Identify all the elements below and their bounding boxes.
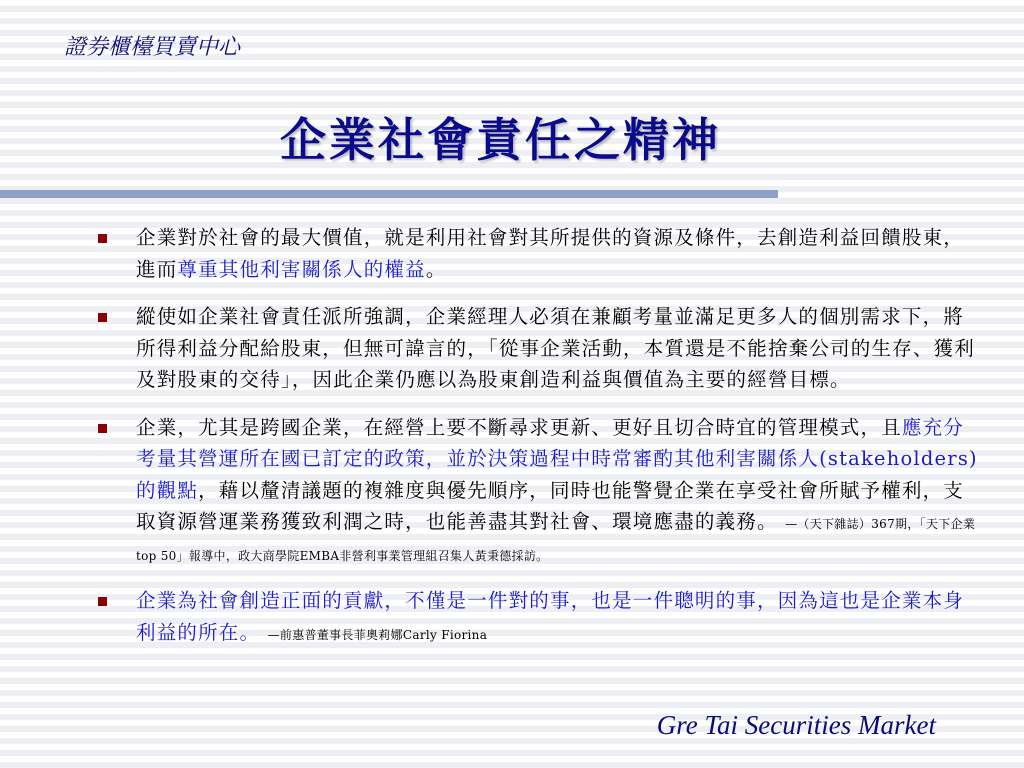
bullet-text: ，藉以釐清議題的複雜度與優先順序，同時也能警覺企業在享受社會所賦予權利，支取資源營運業務獲致利潤之時，也能善盡其對社會、環境應盡的義務。 bbox=[136, 478, 965, 533]
highlighted-text: 企業為社會創造正面的貢獻，不僅是一件對的事，也是一件聰明的事，因為這也是企業本身利益的所在。 bbox=[136, 589, 965, 644]
source-citation: —（天下雜誌）367期，「天下企業top 50」報導中，政大商學院EMBA非營利事業管理組召集人黃秉德採訪。 bbox=[136, 517, 976, 563]
footer-brand: Gre Tai Securities Market bbox=[656, 710, 936, 740]
square-bullet-icon bbox=[98, 597, 107, 606]
bullet-text: 企業，尤其是跨國企業，在經營上要不斷尋求更新、更好且切合時宜的管理模式，且 bbox=[136, 415, 902, 439]
square-bullet-icon bbox=[98, 234, 107, 243]
bullet-text: 。 bbox=[425, 257, 447, 281]
bullet-item-2 bbox=[96, 301, 982, 396]
slide-title: 企業社會責任之精神 bbox=[280, 113, 721, 167]
bullet-item-1 bbox=[96, 222, 982, 285]
bullet-text: 縱使如企業社會責任派所強調，企業經理人必須在兼顧考量並滿足更多人的個別需求下，將所得利益分配給股東，但無可諱言的，「從事企業活動，本質還是不能捨棄公司的生存、獲利及對股東的交待」，因此企業仍應以為股東創造利益與價值為主要的經營目標。 bbox=[136, 305, 975, 391]
source-citation: —前惠普董事長菲奧莉娜Carly Fiorina bbox=[267, 627, 488, 642]
organization-name: 證券櫃檯買賣中心 bbox=[64, 35, 241, 60]
title-divider bbox=[0, 190, 778, 198]
bullet-item-4 bbox=[96, 585, 982, 648]
highlighted-text: 尊重其他利害關係人的權益 bbox=[177, 257, 426, 281]
highlighted-text: 應充分考量其營運所在國已訂定的政策，並於決策過程中時常審酌其他利害關係人(stakeholders)的觀點 bbox=[136, 415, 978, 502]
bullet-list bbox=[96, 222, 982, 664]
bullet-text: 企業對於社會的最大價值，就是利用社會對其所提供的資源及條件，去創造利益回饋股東，進而 bbox=[136, 226, 965, 281]
bullet-item-3 bbox=[96, 412, 982, 570]
square-bullet-icon bbox=[98, 424, 107, 433]
square-bullet-icon bbox=[98, 313, 107, 322]
